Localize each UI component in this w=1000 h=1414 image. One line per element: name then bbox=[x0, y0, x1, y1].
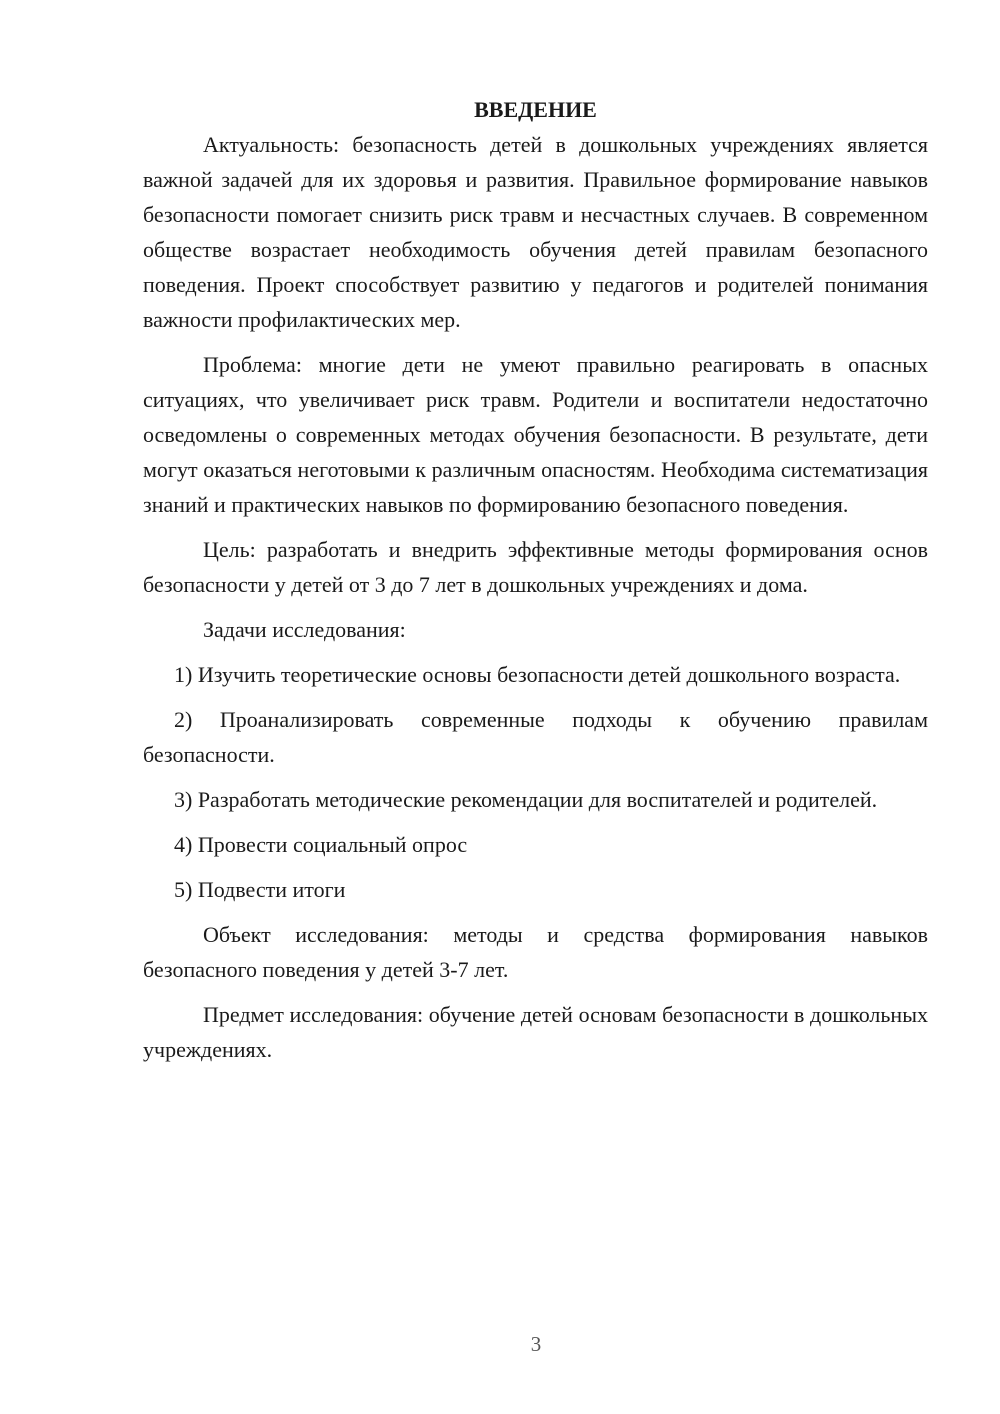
section-title: ВВЕДЕНИЕ bbox=[474, 97, 597, 122]
document-page bbox=[143, 92, 928, 1067]
tasks-list bbox=[143, 657, 928, 907]
goal-paragraph: Цель: разработать и внедрить эффективные методы формирования основ безопасности у детей от 3 до 7 лет в дошкольных учреждениях и дома. bbox=[143, 537, 928, 597]
page-number: 3 bbox=[530, 1332, 542, 1356]
subject-paragraph: Предмет исследования: обучение детей основам безопасности в дошкольных учреждениях. bbox=[143, 1002, 928, 1062]
problem-paragraph: Проблема: многие дети не умеют правильно реагировать в опасных ситуациях, что увеличивает риск травм. Родители и воспитатели недостаточно осведомлены о современных методах обучения безопасности. В результате, дети могут оказаться неготовыми к различным опасностям. Необходима систематизация знаний и практических навыков по формированию безопасного поведения. bbox=[143, 352, 928, 517]
task-item: 4) Провести социальный опрос bbox=[174, 832, 468, 857]
task-item: 5) Подвести итоги bbox=[174, 877, 346, 902]
task-item: 3) Разработать методические рекомендации для воспитателей и родителей. bbox=[174, 787, 878, 812]
relevance-paragraph: Актуальность: безопасность детей в дошкольных учреждениях является важной задачей для их здоровья и развития. Правильное формирование навыков безопасности помогает снизить риск травм и несчастных случаев. В современном обществе возрастает необходимость обучения детей правилам безопасного поведения. Проект способствует развитию у педагогов и родителей понимания важности профилактических мер. bbox=[143, 132, 928, 332]
task-item: 1) Изучить теоретические основы безопасности детей дошкольного возраста. bbox=[174, 662, 901, 687]
task-item: 2) Проанализировать современные подходы к обучению правилам безопасности. bbox=[143, 707, 928, 767]
object-paragraph: Объект исследования: методы и средства формирования навыков безопасного поведения у детей 3-7 лет. bbox=[143, 922, 928, 982]
tasks-heading: Задачи исследования: bbox=[203, 617, 406, 642]
